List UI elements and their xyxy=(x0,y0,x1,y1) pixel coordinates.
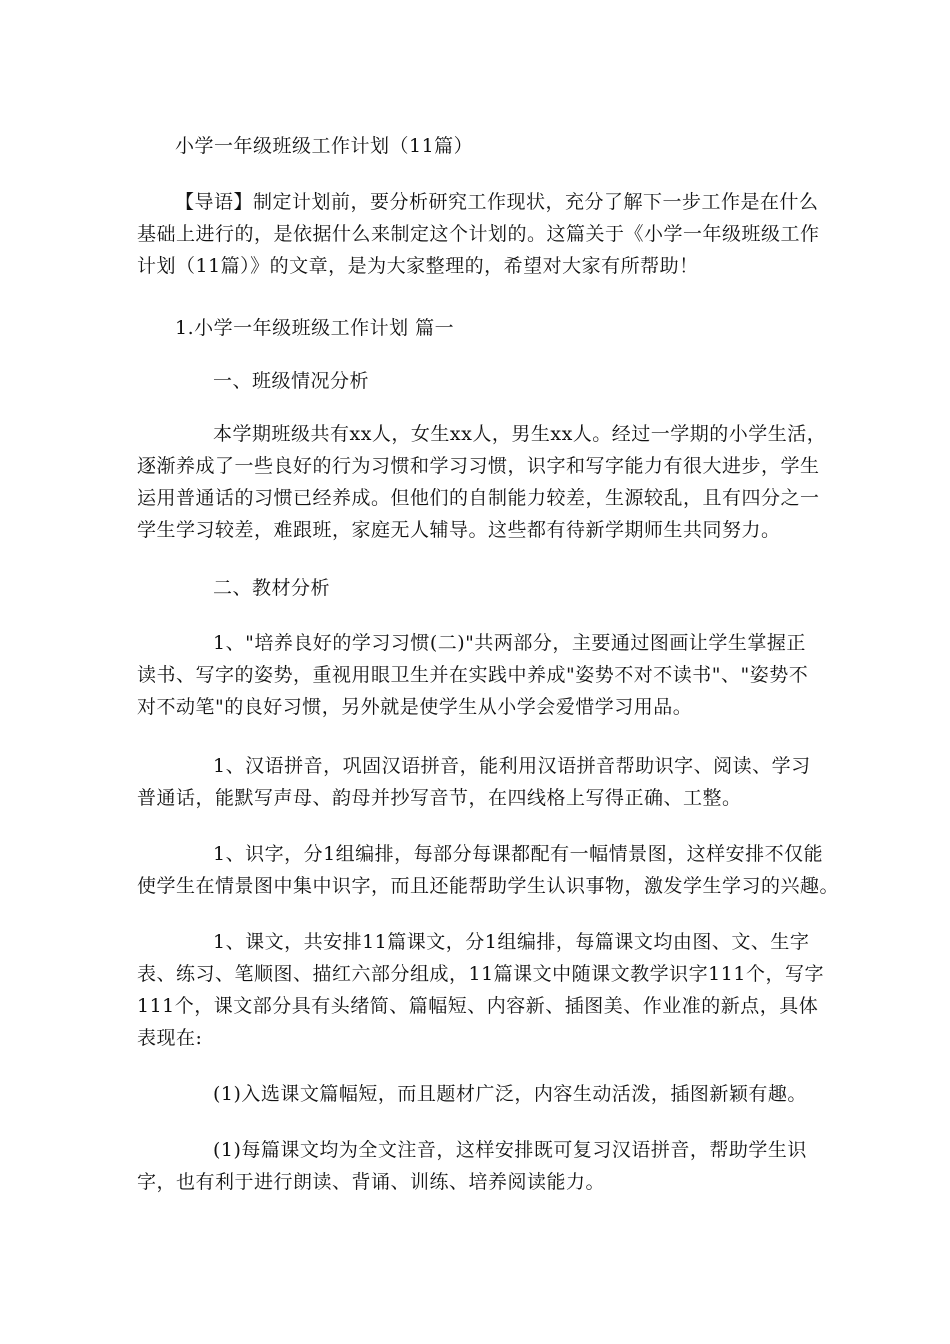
sub2-line-2: 字，也有利于进行朗读、背诵、训练、培养阅读能力。 xyxy=(137,1171,606,1193)
section-heading: 1.小学一年级班级工作计划 篇一 xyxy=(175,317,455,339)
part1-line-3: 运用普通话的习惯已经养成。但他们的自制能力较差，生源较乱，且有四分之一 xyxy=(137,487,820,509)
item4-line-1: 1、课文，共安排11篇课文，分1组编排，每篇课文均由图、文、生字 xyxy=(213,931,810,953)
item4-line-2: 表、练习、笔顺图、描红六部分组成，11篇课文中随课文教学识字111个，写字 xyxy=(137,963,824,985)
item1-line-1: 1、"培养良好的学习习惯(二)"共两部分，主要通过图画让学生掌握正 xyxy=(213,632,806,654)
item3-line-1: 1、识字，分1组编排，每部分每课都配有一幅情景图，这样安排不仅能 xyxy=(213,843,824,865)
item4-line-3: 111个，课文部分具有头绪简、篇幅短、内容新、插图美、作业准的新点，具体 xyxy=(137,995,819,1017)
intro-line-1: 【导语】制定计划前，要分析研究工作现状，充分了解下一步工作是在什么 xyxy=(175,191,819,213)
item1-line-3: 对不动笔"的良好习惯，另外就是使学生从小学会爱惜学习用品。 xyxy=(137,696,693,718)
intro-line-2: 基础上进行的，是依据什么来制定这个计划的。这篇关于《小学一年级班级工作 xyxy=(137,223,820,245)
item2-line-2: 普通话，能默写声母、韵母并抄写音节，在四线格上写得正确、工整。 xyxy=(137,787,742,809)
item1-line-2: 读书、写字的姿势，重视用眼卫生并在实践中养成"姿势不对不读书"、"姿势不 xyxy=(137,664,809,686)
sub1-line-1: (1)入选课文篇幅短，而且题材广泛，内容生动活泼，插图新颖有趣。 xyxy=(213,1083,807,1105)
part1-line-1: 本学期班级共有xx人，女生xx人，男生xx人。经过一学期的小学生活， xyxy=(213,423,827,445)
part1-line-2: 逐渐养成了一些良好的行为习惯和学习习惯，识字和写字能力有很大进步，学生 xyxy=(137,455,820,477)
document-title: 小学一年级班级工作计划（11篇） xyxy=(175,135,474,157)
intro-line-3: 计划（11篇）》的文章，是为大家整理的，希望对大家有所帮助！ xyxy=(137,255,699,277)
part2-heading: 二、教材分析 xyxy=(213,577,331,599)
item2-line-1: 1、汉语拼音，巩固汉语拼音，能利用汉语拼音帮助识字、阅读、学习 xyxy=(213,755,811,777)
part1-line-4: 学生学习较差，难跟班，家庭无人辅导。这些都有待新学期师生共同努力。 xyxy=(137,519,781,541)
item4-line-4: 表现在: xyxy=(137,1027,203,1049)
sub2-line-1: (1)每篇课文均为全文注音，这样安排既可复习汉语拼音，帮助学生识 xyxy=(213,1139,807,1161)
item3-line-2: 使学生在情景图中集中识字，而且还能帮助学生认识事物，激发学生学习的兴趣。 xyxy=(137,875,840,897)
part1-heading: 一、班级情况分析 xyxy=(213,370,370,392)
